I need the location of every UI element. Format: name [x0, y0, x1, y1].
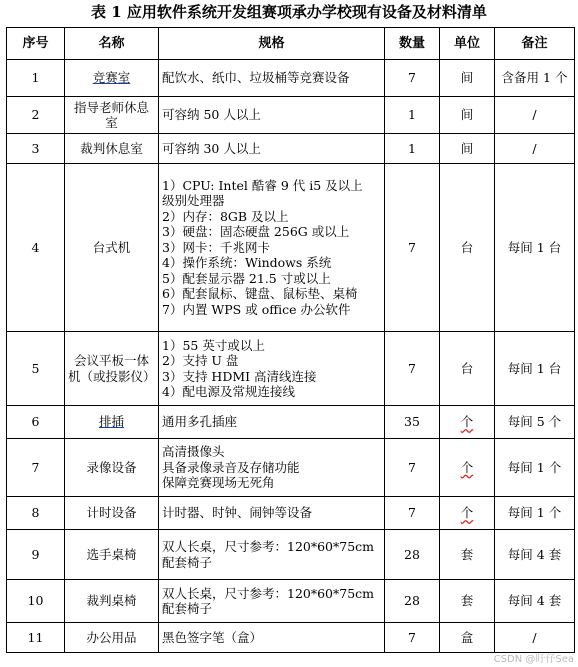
table-row — [7, 623, 575, 653]
spec-line: 双人长桌，尺寸参考：120*60*75cm — [162, 539, 375, 554]
row-unit: 套 — [440, 530, 495, 580]
spec-line: 1）55 英寸或以上 — [162, 337, 265, 353]
row-spec — [159, 580, 385, 623]
row-qty: 28 — [385, 530, 440, 580]
header-name: 名称 — [65, 28, 159, 60]
row-index: 6 — [7, 406, 65, 439]
spec-line: 黑色签字笔（盒） — [162, 629, 263, 645]
spec-line: 具备录像录音及存储功能 — [162, 459, 300, 475]
row-unit: 个 — [460, 505, 474, 521]
row-index: 3 — [7, 134, 65, 164]
row-index: 4 — [7, 164, 65, 332]
spec-line: 3）网卡：千兆网卡 — [162, 239, 270, 255]
row-note: 每间 1 个 — [495, 497, 575, 530]
row-index: 10 — [7, 580, 65, 623]
row-note: / — [495, 134, 575, 164]
row-name: 指导老师休息室 — [65, 97, 159, 134]
row-index: 7 — [7, 439, 65, 497]
spec-line: 双人长桌，尺寸参考：120*60*75cm — [162, 585, 375, 601]
spec-line: 4）操作系统：Windows 系统 — [162, 255, 332, 271]
spec-line: 高清摄像头 — [162, 444, 225, 460]
watermark: CSDN @盱仔Sea — [493, 654, 574, 665]
header-note: 备注 — [495, 28, 575, 60]
row-name: 裁判桌椅 — [65, 580, 159, 623]
row-note: 含备用 1 个 — [495, 60, 575, 97]
row-name: 竞赛室 — [92, 70, 131, 86]
spec-line: 3）支持 HDMI 高清线连接 — [162, 368, 317, 384]
spec-line: 2）内存：8GB 及以上 — [162, 208, 289, 224]
spec-line: 7）内置 WPS 或 office 办公软件 — [162, 301, 351, 317]
row-qty: 7 — [385, 60, 440, 97]
row-note: 每间 1 台 — [495, 164, 575, 332]
row-spec — [159, 623, 385, 653]
row-spec — [159, 497, 385, 530]
row-spec — [159, 164, 385, 332]
row-note: / — [495, 623, 575, 653]
spec-line: 5）配套显示器 21.5 寸或以上 — [162, 270, 331, 286]
row-spec — [159, 134, 385, 164]
row-spec — [159, 439, 385, 497]
spec-line: 6）配套鼠标、键盘、鼠标垫、桌椅 — [162, 286, 358, 302]
row-index: 9 — [7, 530, 65, 580]
spec-line: 2）支持 U 盘 — [162, 353, 239, 368]
row-note: 每间 1 个 — [495, 439, 575, 497]
row-name: 裁判休息室 — [65, 134, 159, 164]
table-row — [7, 497, 575, 530]
row-name: 排插 — [98, 414, 124, 430]
row-index: 2 — [7, 97, 65, 134]
spec-line: 配套椅子 — [162, 554, 213, 570]
row-spec — [159, 406, 385, 439]
row-note: / — [495, 97, 575, 134]
row-note: 每间 1 台 — [495, 332, 575, 406]
row-spec — [159, 97, 385, 134]
equipment-table — [6, 27, 575, 653]
spec-line: 通用多孔插座 — [162, 414, 238, 430]
spec-line: 可容纳 30 人以上 — [162, 140, 261, 156]
row-unit: 间 — [440, 60, 495, 97]
spec-line: 3）硬盘：固态硬盘 256G 或以上 — [162, 224, 350, 240]
spec-line: 计时器、时钟、闹钟等设备 — [162, 505, 313, 521]
table-row — [7, 439, 575, 497]
row-qty: 7 — [385, 497, 440, 530]
row-qty: 35 — [385, 406, 440, 439]
table-row — [7, 530, 575, 580]
spec-line: 配饮水、纸巾、垃圾桶等竞赛设备 — [162, 70, 350, 86]
header-spec: 规格 — [159, 28, 385, 60]
row-unit: 间 — [440, 97, 495, 134]
row-index: 1 — [7, 60, 65, 97]
row-unit: 间 — [440, 134, 495, 164]
row-note: 每间 4 套 — [495, 530, 575, 580]
row-index: 8 — [7, 497, 65, 530]
header-index: 序号 — [7, 28, 65, 60]
row-name: 会议平板一体机（或投影仪） — [65, 332, 159, 406]
row-name: 台式机 — [65, 164, 159, 332]
table-row — [7, 332, 575, 406]
row-name: 录像设备 — [65, 439, 159, 497]
row-unit: 个 — [460, 414, 474, 430]
row-name: 计时设备 — [65, 497, 159, 530]
row-qty: 7 — [385, 439, 440, 497]
row-qty: 28 — [385, 580, 440, 623]
row-spec — [159, 60, 385, 97]
table-row — [7, 134, 575, 164]
spec-line: 级别处理器 — [162, 193, 225, 209]
table-body — [7, 60, 575, 653]
table-row — [7, 60, 575, 97]
row-unit: 盒 — [440, 623, 495, 653]
row-unit: 台 — [440, 332, 495, 406]
row-index: 5 — [7, 332, 65, 406]
row-unit: 个 — [460, 459, 474, 475]
spec-line: 可容纳 50 人以上 — [162, 107, 261, 123]
row-qty: 7 — [385, 332, 440, 406]
header-qty: 数量 — [385, 28, 440, 60]
spec-line: 保障竞赛现场无死角 — [162, 475, 275, 491]
row-name: 办公用品 — [65, 623, 159, 653]
spec-line: 配套椅子 — [162, 601, 213, 616]
table-title: 表 1 应用软件系统开发组赛项承办学校现有设备及材料清单 — [91, 3, 487, 21]
table-row — [7, 580, 575, 623]
table-header-row — [7, 28, 575, 60]
row-qty: 1 — [385, 134, 440, 164]
row-unit: 套 — [440, 580, 495, 623]
row-qty: 7 — [385, 623, 440, 653]
table-row — [7, 406, 575, 439]
row-name: 选手桌椅 — [65, 530, 159, 580]
header-unit: 单位 — [440, 28, 495, 60]
row-note: 每间 4 套 — [495, 580, 575, 623]
row-unit: 台 — [440, 164, 495, 332]
table-row — [7, 164, 575, 332]
row-spec — [159, 332, 385, 406]
row-note: 每间 5 个 — [495, 406, 575, 439]
row-qty: 1 — [385, 97, 440, 134]
row-index: 11 — [7, 623, 65, 653]
table-row — [7, 97, 575, 134]
spec-line: 1）CPU: Intel 酷睿 9 代 i5 及以上 — [162, 177, 363, 193]
spec-line: 4）配电源及常规连接线 — [162, 384, 295, 399]
row-spec — [159, 530, 385, 580]
row-qty: 7 — [385, 164, 440, 332]
